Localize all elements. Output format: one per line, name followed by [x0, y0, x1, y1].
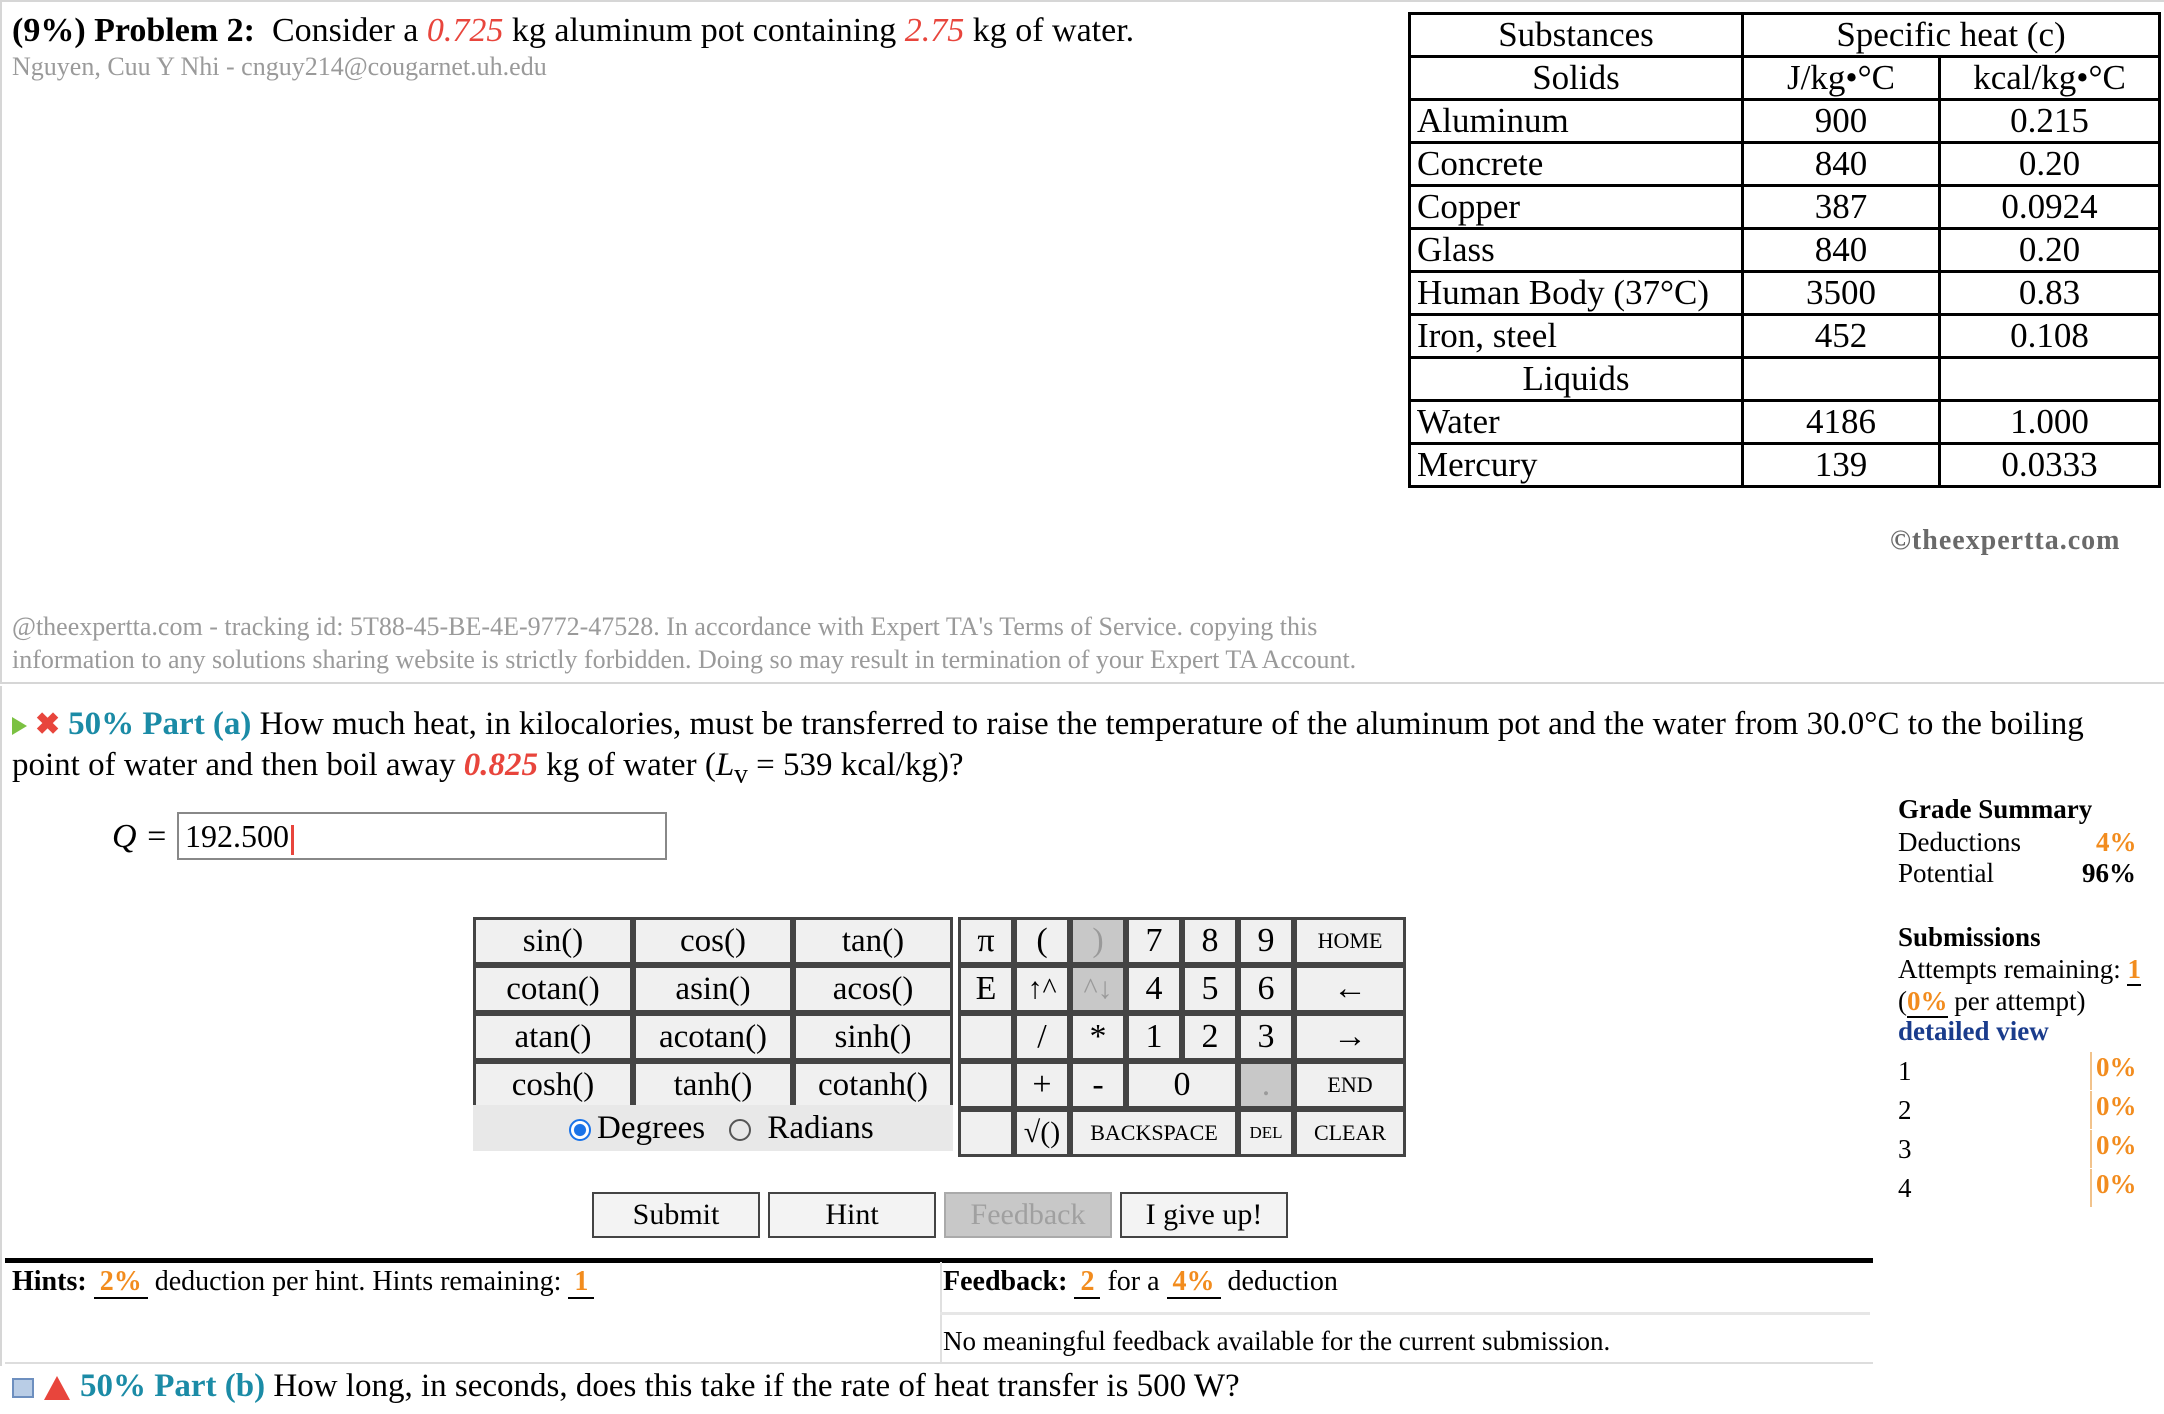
sinh-button[interactable]: sinh()	[793, 1013, 953, 1061]
substance-name: Water	[1410, 401, 1743, 444]
divider	[940, 1312, 1870, 1315]
part-a-question-text-3: = 539 kcal/kg)?	[756, 747, 964, 783]
problem-text-middle: kg aluminum pot containing	[511, 12, 897, 49]
open-paren-key[interactable]: (	[1014, 917, 1070, 965]
substance-name: Mercury	[1410, 444, 1743, 487]
pi-key[interactable]: π	[958, 917, 1014, 965]
substance-kcal: 1.000	[1940, 401, 2160, 444]
table-row	[1410, 100, 2160, 143]
water-mass-value: 2.75	[904, 12, 965, 49]
cos-button[interactable]: cos()	[633, 917, 793, 965]
divider	[5, 1258, 1873, 1263]
cursor-left-key[interactable]: ←	[1294, 965, 1406, 1013]
problem-text-before: Consider a	[272, 12, 419, 49]
submission-percent: 0%	[2090, 1169, 2137, 1207]
part-a-label: 50% Part (a)	[68, 706, 252, 742]
per-attempt	[1898, 986, 2085, 1017]
submit-button[interactable]: Submit	[592, 1192, 760, 1238]
submission-percent: 0%	[2090, 1091, 2137, 1129]
exponent-down-key[interactable]: ^↓	[1070, 965, 1126, 1013]
feedback-deduction-text: deduction	[1227, 1266, 1338, 1297]
key-5[interactable]: 5	[1182, 965, 1238, 1013]
lv-symbol: L	[715, 747, 735, 783]
deductions-value: 4%	[2096, 827, 2137, 857]
substance-name: Human Body (37°C)	[1410, 272, 1743, 315]
table-header-liquids: Liquids	[1410, 358, 1743, 401]
submissions-title: Submissions	[1898, 922, 2041, 952]
key-1[interactable]: 1	[1126, 1013, 1182, 1061]
key-9[interactable]: 9	[1238, 917, 1294, 965]
feedback-button[interactable]: Feedback	[944, 1192, 1112, 1238]
per-attempt-open: (	[1898, 986, 1907, 1016]
lv-subscript: v	[734, 757, 748, 789]
answer-input[interactable]	[177, 812, 667, 860]
feedback-for-a: for a	[1107, 1266, 1160, 1297]
answer-value: 192.500	[185, 818, 289, 854]
substance-kcal: 0.20	[1940, 229, 2160, 272]
key-6[interactable]: 6	[1238, 965, 1294, 1013]
part-b-question-text: How long, in seconds, does this take if the rate of heat transfer is 500 W?	[273, 1368, 1240, 1404]
deductions-label: Deductions	[1898, 827, 2021, 857]
hints-label: Hints:	[12, 1266, 87, 1297]
feedback-deduction: 4%	[1167, 1266, 1221, 1299]
key-4[interactable]: 4	[1126, 965, 1182, 1013]
table-unit-j: J/kg•°C	[1743, 57, 1940, 100]
divide-key[interactable]: /	[1014, 1013, 1070, 1061]
substance-j: 900	[1743, 100, 1940, 143]
potential-label: Potential	[1898, 858, 1994, 888]
substance-j: 3500	[1743, 272, 1940, 315]
student-info: Nguyen, Cuu Y Nhi - cnguy214@cougarnet.uh.edu	[12, 52, 547, 81]
key-7[interactable]: 7	[1126, 917, 1182, 965]
table-row	[1410, 272, 2160, 315]
boil-mass-value: 0.825	[463, 747, 539, 783]
table-row	[1410, 401, 2160, 444]
substance-j: 139	[1743, 444, 1940, 487]
hint-button[interactable]: Hint	[768, 1192, 936, 1238]
delete-key[interactable]: DEL	[1238, 1109, 1294, 1157]
degrees-label: Degrees	[597, 1110, 706, 1146]
problem-weight: (9%)	[12, 12, 86, 49]
substance-j: 840	[1743, 143, 1940, 186]
submission-percent: 0%	[2090, 1130, 2137, 1168]
submission-number: 1	[1898, 1056, 1912, 1086]
table-row	[1410, 143, 2160, 186]
table-copyright: ©theexpertta.com	[1890, 525, 2121, 556]
hint-deduction: 2%	[94, 1266, 148, 1299]
cursor-right-key[interactable]: →	[1294, 1013, 1406, 1061]
atan-button[interactable]: atan()	[473, 1013, 633, 1061]
substance-name: Aluminum	[1410, 100, 1743, 143]
detailed-view-link[interactable]: detailed view	[1898, 1016, 2049, 1046]
play-icon[interactable]	[12, 717, 27, 735]
blank-key	[958, 1061, 1014, 1109]
blank-key	[958, 1109, 1014, 1157]
cotan-button[interactable]: cotan()	[473, 965, 633, 1013]
key-8[interactable]: 8	[1182, 917, 1238, 965]
blank-key	[958, 1013, 1014, 1061]
pot-mass-value: 0.725	[426, 12, 504, 49]
give-up-button[interactable]: I give up!	[1120, 1192, 1288, 1238]
divider	[5, 1362, 1873, 1364]
part-a-question-text-2: kg of water (	[546, 747, 716, 783]
attempts-remaining	[1898, 954, 2141, 985]
sqrt-key[interactable]: √()	[1014, 1109, 1070, 1157]
specific-heat-table	[1408, 12, 2161, 488]
substance-name: Iron, steel	[1410, 315, 1743, 358]
key-2[interactable]: 2	[1182, 1013, 1238, 1061]
acos-button[interactable]: acos()	[793, 965, 953, 1013]
hints-info	[12, 1266, 594, 1298]
table-empty-cell	[1940, 358, 2160, 401]
hints-remaining: 1	[568, 1266, 594, 1299]
submission-number: 4	[1898, 1173, 1912, 1203]
plus-key[interactable]: +	[1014, 1061, 1070, 1109]
substance-kcal: 0.20	[1940, 143, 2160, 186]
per-attempt-value: 0%	[1907, 986, 1948, 1016]
submission-number: 2	[1898, 1095, 1912, 1125]
degrees-radio[interactable]	[569, 1119, 591, 1141]
hints-text: deduction per hint. Hints remaining:	[154, 1266, 562, 1297]
substance-j: 387	[1743, 186, 1940, 229]
table-header-solids: Solids	[1410, 57, 1743, 100]
table-row	[1410, 229, 2160, 272]
key-3[interactable]: 3	[1238, 1013, 1294, 1061]
multiply-key[interactable]: *	[1070, 1013, 1126, 1061]
angle-mode-selector	[473, 1105, 953, 1151]
feedback-info	[943, 1266, 1338, 1298]
table-header-specific-heat: Specific heat (c)	[1743, 14, 2160, 57]
substance-name: Glass	[1410, 229, 1743, 272]
answer-label: Q =	[112, 818, 168, 855]
substance-kcal: 0.83	[1940, 272, 2160, 315]
problem-text-after: kg of water.	[972, 12, 1135, 49]
minus-key[interactable]: -	[1070, 1061, 1126, 1109]
potential-value: 96%	[2082, 858, 2136, 888]
per-attempt-text: per attempt)	[1954, 986, 2086, 1016]
part-b-label[interactable]: 50% Part (b)	[80, 1368, 266, 1404]
home-key[interactable]: HOME	[1294, 917, 1406, 965]
substance-name: Copper	[1410, 186, 1743, 229]
attempts-label: Attempts remaining:	[1898, 954, 2121, 984]
substance-j: 4186	[1743, 401, 1940, 444]
feedback-label: Feedback:	[943, 1266, 1068, 1297]
backspace-key[interactable]: BACKSPACE	[1070, 1109, 1238, 1157]
decimal-key[interactable]: .	[1238, 1061, 1294, 1109]
close-paren-key[interactable]: )	[1070, 917, 1126, 965]
substance-j: 452	[1743, 315, 1940, 358]
sin-button[interactable]: sin()	[473, 917, 633, 965]
tracking-notice: @theexpertta.com - tracking id: 5T88-45-BE-4E-9772-47528. In accordance with Expert TA's Terms of Service. copying this information to any solutions sharing website is strictly forbidden. Doing so may result in termination of your Expert TA Account.	[12, 612, 1357, 674]
clear-key[interactable]: CLEAR	[1294, 1109, 1406, 1157]
part-a-question-text-1: How much heat, in kilocalories, must be transferred to raise the temperature of the aluminum pot and the water from 30.0°C to the boiling point of water and then boil away	[12, 706, 2084, 783]
radians-radio[interactable]	[729, 1119, 751, 1141]
warning-icon	[44, 1376, 70, 1400]
acotan-button[interactable]: acotan()	[633, 1013, 793, 1061]
attempts-value: 1	[2127, 954, 2141, 984]
table-row	[1410, 444, 2160, 487]
expand-icon[interactable]	[12, 1378, 34, 1398]
tan-button[interactable]: tan()	[793, 917, 953, 965]
substance-j: 840	[1743, 229, 1940, 272]
asin-button[interactable]: asin()	[633, 965, 793, 1013]
submission-number: 3	[1898, 1134, 1912, 1164]
end-key[interactable]: END	[1294, 1061, 1406, 1109]
incorrect-x-icon: ✖	[35, 708, 61, 741]
problem-statement	[12, 12, 1134, 50]
grade-summary-title: Grade Summary	[1898, 794, 2093, 824]
table-row	[1410, 315, 2160, 358]
substance-name: Concrete	[1410, 143, 1743, 186]
cotanh-button[interactable]: cotanh()	[793, 1061, 953, 1109]
exponent-up-key[interactable]: ↑^	[1014, 965, 1070, 1013]
problem-label: Problem 2:	[94, 12, 255, 49]
table-empty-cell	[1743, 358, 1940, 401]
substance-kcal: 0.108	[1940, 315, 2160, 358]
substance-kcal: 0.215	[1940, 100, 2160, 143]
table-header-substances: Substances	[1410, 14, 1743, 57]
cosh-button[interactable]: cosh()	[473, 1061, 633, 1109]
text-cursor	[291, 825, 294, 855]
feedback-count: 2	[1074, 1266, 1100, 1299]
substance-kcal: 0.0333	[1940, 444, 2160, 487]
part-a-question	[12, 704, 2152, 794]
substance-kcal: 0.0924	[1940, 186, 2160, 229]
key-0[interactable]: 0	[1126, 1061, 1238, 1109]
tanh-button[interactable]: tanh()	[633, 1061, 793, 1109]
submission-percent: 0%	[2090, 1052, 2137, 1090]
feedback-message: No meaningful feedback available for the current submission.	[943, 1326, 1611, 1356]
e-key[interactable]: E	[958, 965, 1014, 1013]
radians-label: Radians	[767, 1110, 874, 1146]
table-row	[1410, 186, 2160, 229]
table-unit-kcal: kcal/kg•°C	[1940, 57, 2160, 100]
part-b-question	[12, 1368, 1240, 1405]
